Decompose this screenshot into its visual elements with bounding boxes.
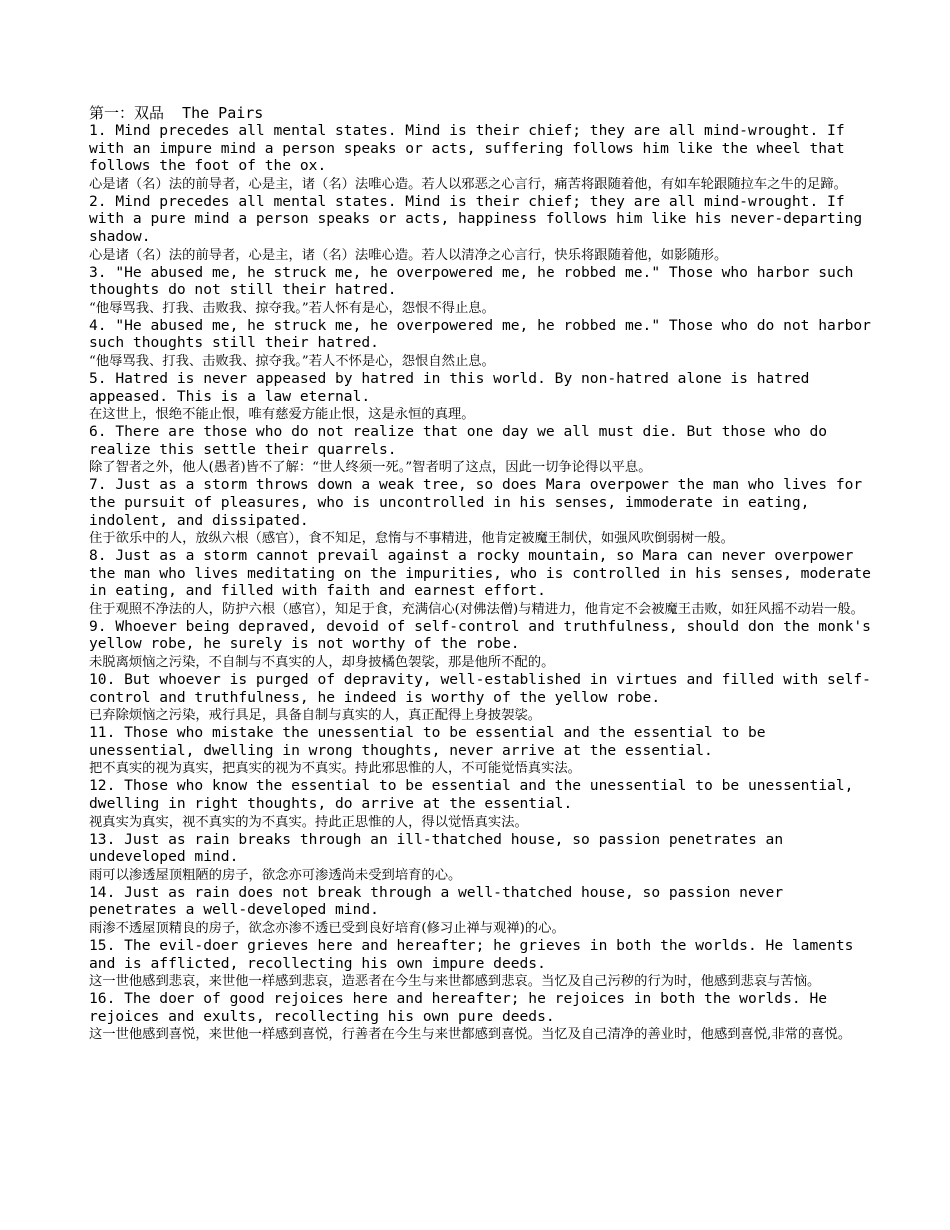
verse-2	[89, 193, 879, 264]
verse-5	[89, 370, 879, 423]
verse-english-text: 8. Just as a storm cannot prevail against a rocky mountain, so Mara can never overpower the man who lives meditating on the impurities, who is controlled in his senses, moderate in eating, and filled with faith and earnest effort.	[89, 547, 871, 600]
verse-4	[89, 317, 879, 370]
verse-1	[89, 122, 879, 193]
verse-chinese-text: 雨渗不透屋顶精良的房子，欲念亦渗不透已受到良好培育(修习止禅与观禅)的心。	[89, 921, 565, 936]
chapter-title: 第一：双品 The Pairs	[89, 104, 264, 122]
verse-12	[89, 777, 879, 830]
verse-15	[89, 937, 879, 990]
verse-chinese-text: 心是诸（名）法的前导者，心是主，诸（名）法唯心造。若人以清净之心言行，快乐将跟随着他，如影随形。	[89, 247, 728, 263]
verse-chinese-text: 除了智者之外，他人(愚者)皆不了解：“世人终须一死。”智者明了这点，因此一切争论得以平息。	[89, 460, 652, 476]
verse-16	[89, 990, 879, 1043]
verse-english-text: 4. "He abused me, he struck me, he overpowered me, he robbed me." Those who do not harbor such thoughts still their hatred.	[89, 316, 871, 352]
verse-chinese-text: 已弃除烦恼之污染，戒行具足，具备自制与真实的人，真正配得上身披袈裟。	[89, 708, 542, 724]
verse-english-text: 3. "He abused me, he struck me, he overpowered me, he robbed me." Those who harbor such thoughts do not still their hatred.	[89, 263, 854, 299]
verse-english-text: 16. The doer of good rejoices here and hereafter; he rejoices in both the worlds. He rejoices and exults, recollecting his own pure deeds.	[89, 990, 828, 1025]
verse-english-text: 15. The evil-doer grieves here and hereafter; he grieves in both the worlds. He laments and is afflicted, recollecting his own impure deeds.	[89, 937, 854, 972]
verse-chinese-text: “他辱骂我、打我、击败我、掠夺我。”若人怀有是心，怨恨不得止息。	[89, 300, 495, 316]
verse-english-text: 13. Just as rain breaks through an ill-thatched house, so passion penetrates an undeveloped mind.	[89, 830, 784, 866]
verse-9	[89, 618, 879, 671]
verse-english-text: 7. Just as a storm throws down a weak tree, so does Mara overpower the man who lives for the pursuit of pleasures, who is uncontrolled in his senses, immoderate in eating, indolent, and dissipated.	[89, 476, 863, 529]
verse-english-text: 2. Mind precedes all mental states. Mind is their chief; they are all mind-wrought. If with a pure mind a person speaks or acts, happiness follows him like his never-departing shadow.	[89, 192, 863, 245]
verse-chinese-text: 把不真实的视为真实，把真实的视为不真实。持此邪思惟的人，不可能觉悟真实法。	[89, 761, 581, 777]
verse-chinese-text: 住于欲乐中的人，放纵六根（感官），食不知足，怠惰与不事精进，他肯定被魔王制伏，如强风吹倒弱树一般。	[89, 531, 734, 547]
verse-list	[89, 122, 879, 1043]
verse-7	[89, 476, 879, 547]
verse-chinese-text: 心是诸（名）法的前导者，心是主，诸（名）法唯心造。若人以邪恶之心言行，痛苦将跟随着他，有如车轮跟随拉车之牛的足蹄。	[89, 176, 847, 192]
verse-11	[89, 724, 879, 777]
verse-13	[89, 831, 879, 884]
verse-10	[89, 671, 879, 724]
verse-english-text: 9. Whoever being depraved, devoid of self-control and truthfulness, should don the monk's yellow robe, he surely is not worthy of the robe.	[89, 617, 871, 653]
verse-english-text: 1. Mind precedes all mental states. Mind is their chief; they are all mind-wrought. If with an impure mind a person speaks or acts, suffering follows him like the wheel that follows the foot of the ox.	[89, 122, 845, 175]
verse-chinese-text: 雨可以渗透屋顶粗陋的房子，欲念亦可渗透尚未受到培育的心。	[89, 867, 462, 883]
verse-chinese-text: 这一世他感到悲哀，来世他一样感到悲哀，造恶者在今生与来世都感到悲哀。当忆及自己污秽的行为时，他感到悲哀与苦恼。	[89, 974, 821, 990]
verse-english-text: 14. Just as rain does not break through a well-thatched house, so passion never penetrates a well-developed mind.	[89, 883, 784, 919]
verse-chinese-text: “他辱骂我、打我、击败我、掠夺我。”若人不怀是心，怨恨自然止息。	[89, 353, 495, 369]
document-page	[89, 104, 879, 1043]
verse-chinese-text: 未脱离烦恼之污染，不自制与不真实的人，却身披橘色袈裟，那是他所不配的。	[89, 655, 555, 671]
verse-english-text: 10. But whoever is purged of depravity, well-established in virtues and filled with self-control and truthfulness, he indeed is worthy of the yellow robe.	[89, 671, 871, 706]
verse-8	[89, 547, 879, 618]
verse-english-text: 11. Those who mistake the unessential to be essential and the essential to be unessential, dwelling in wrong thoughts, never arrive at the essential.	[89, 724, 766, 759]
verse-chinese-text: 这一世他感到喜悦，来世他一样感到喜悦，行善者在今生与来世都感到喜悦。当忆及自己清净的善业时，他感到喜悦,非常的喜悦。	[89, 1027, 852, 1043]
verse-english-text: 12. Those who know the essential to be essential and the unessential to be unessential, dwelling in right thoughts, do arrive at the essential.	[89, 777, 854, 813]
verse-14	[89, 884, 879, 937]
verse-english-text: 6. There are those who do not realize that one day we all must die. But those who do realize this settle their quarrels.	[89, 423, 828, 458]
verse-3	[89, 264, 879, 317]
verse-english-text: 5. Hatred is never appeased by hatred in this world. By non-hatred alone is hatred appeased. This is a law eternal.	[89, 369, 810, 405]
verse-6	[89, 423, 879, 476]
verse-chinese-text: 在这世上，恨绝不能止恨，唯有慈爱方能止恨，这是永恒的真理。	[89, 407, 475, 423]
verse-chinese-text: 住于观照不净法的人，防护六根（感官），知足于食，充满信心(对佛法僧)与精进力，他肯定不会被魔王击败，如狂风摇不动岩一般。	[89, 601, 864, 617]
verse-chinese-text: 视真实为真实，视不真实的为不真实。持此正思惟的人，得以觉悟真实法。	[89, 814, 528, 830]
